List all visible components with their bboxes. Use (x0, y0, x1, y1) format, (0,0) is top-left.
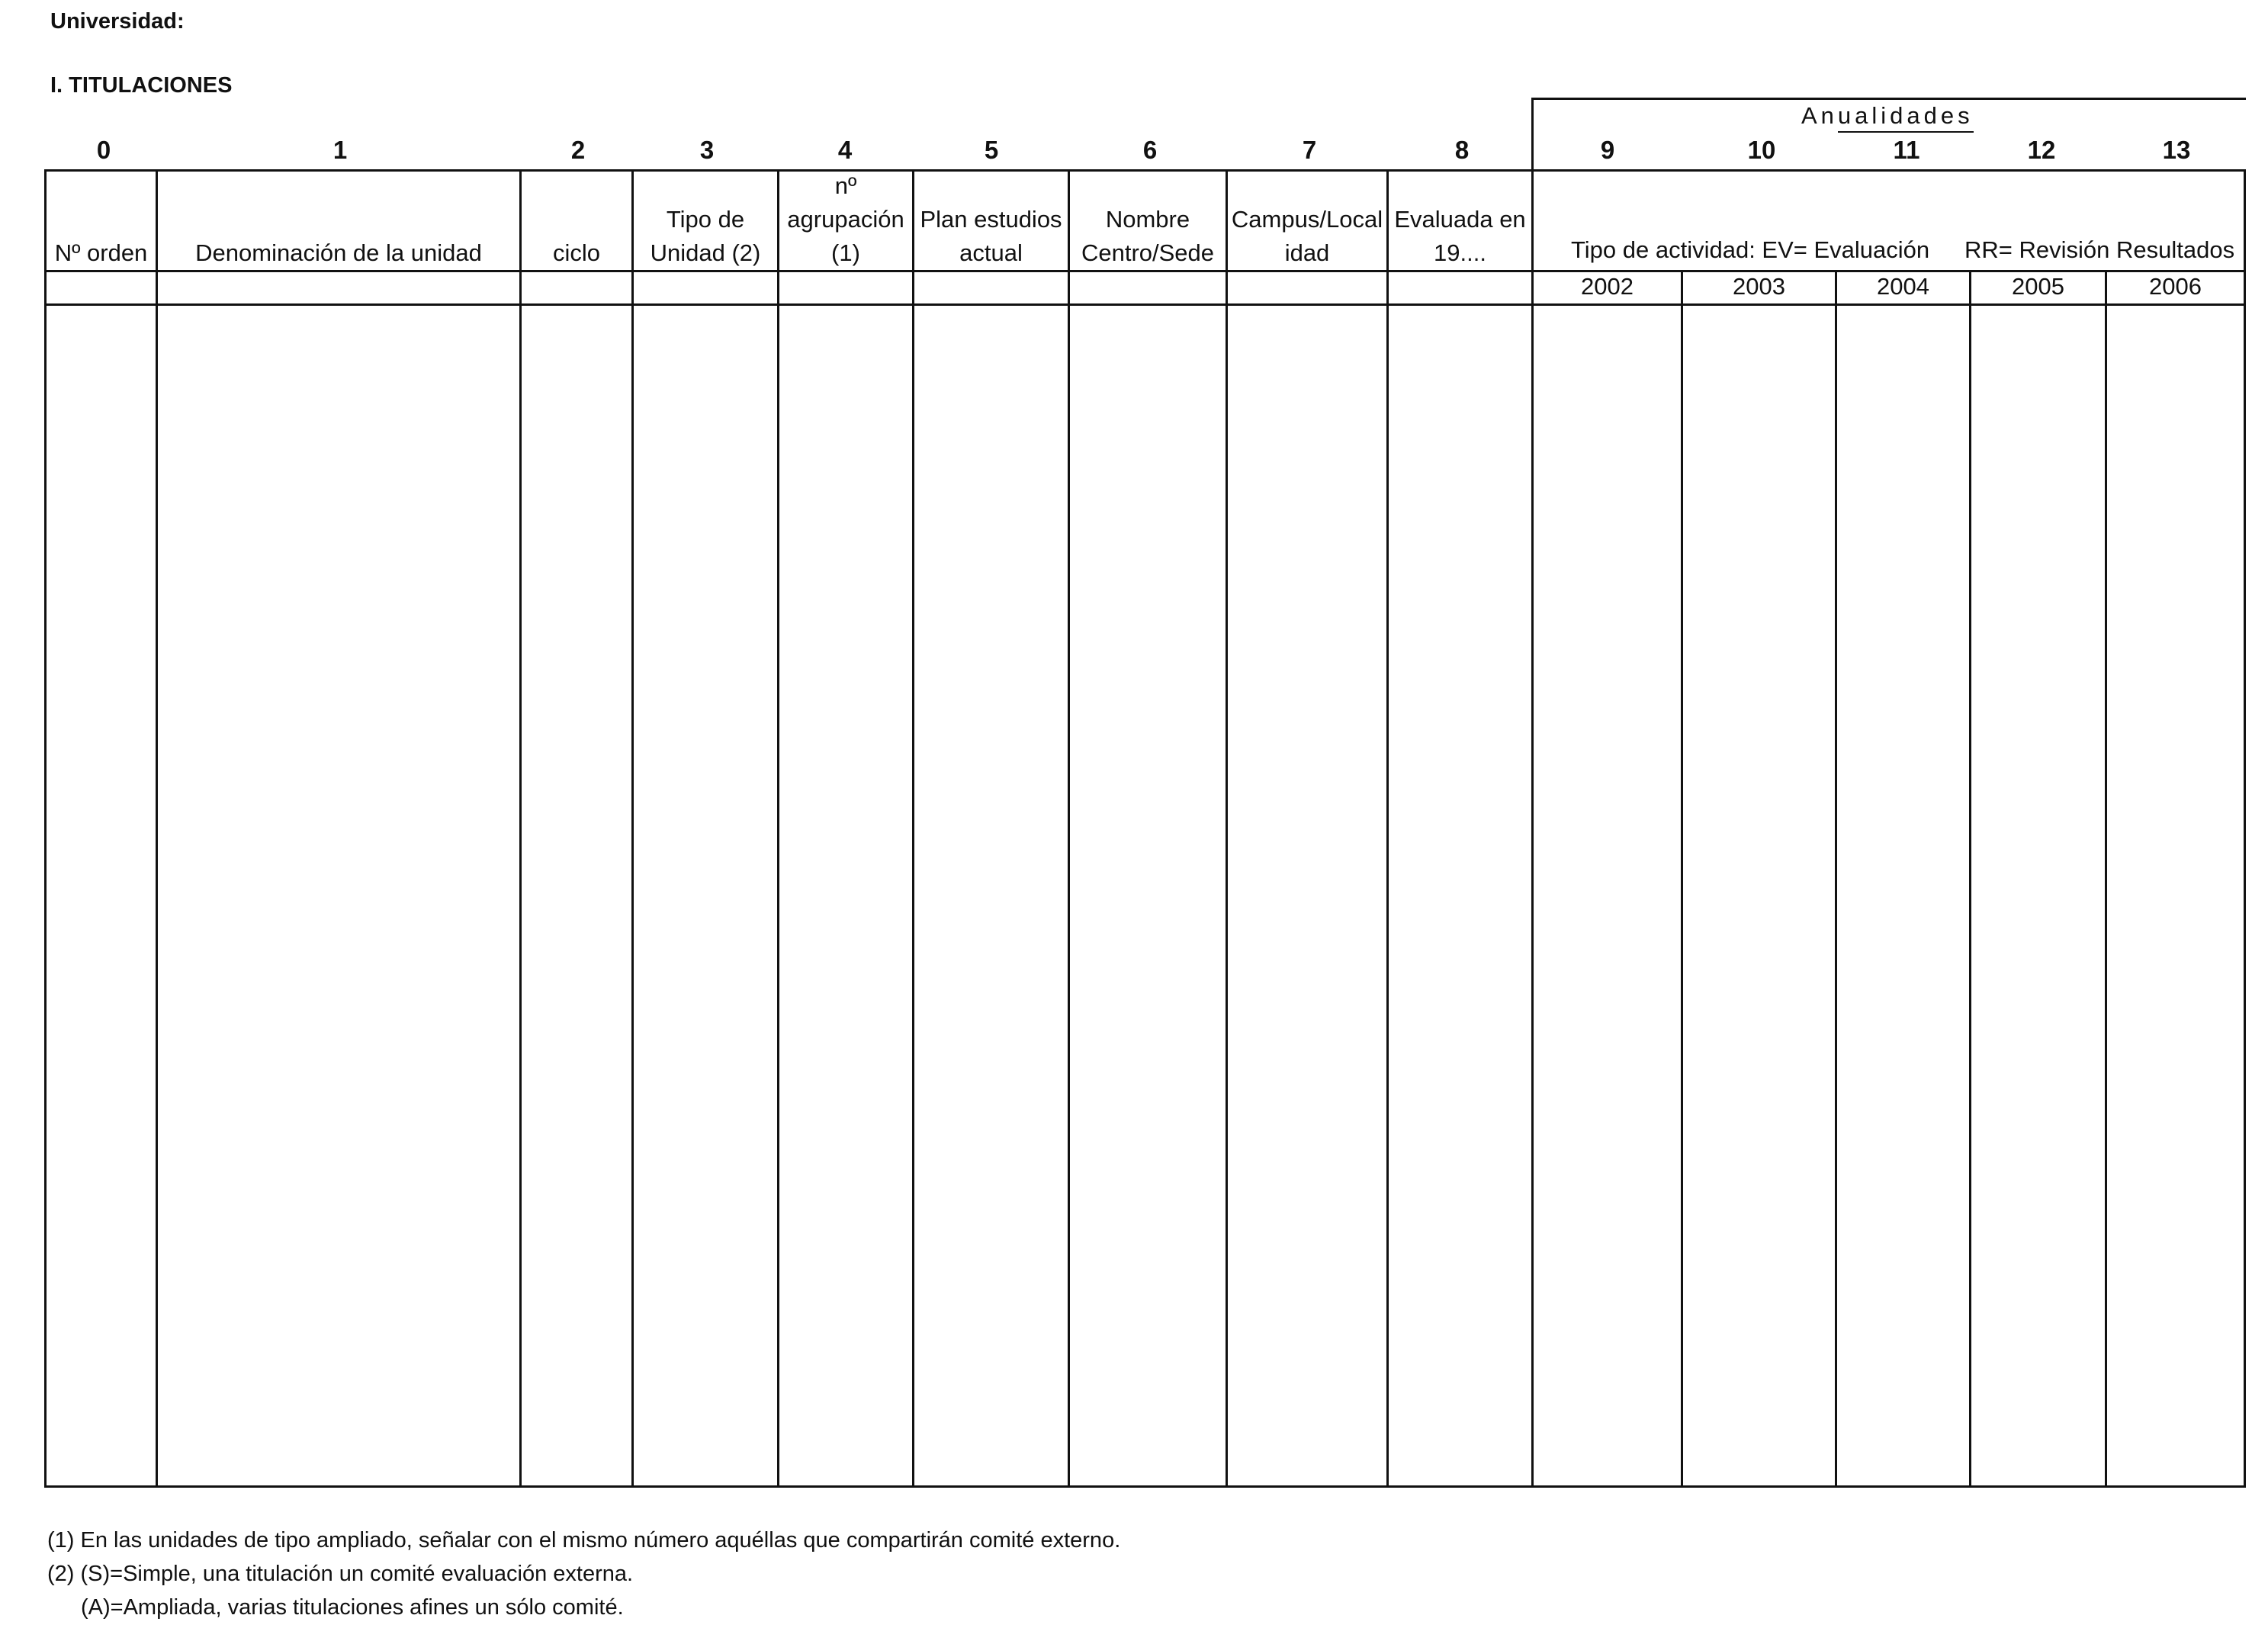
year-column-divider (2105, 270, 2107, 1488)
column-divider (156, 169, 158, 1488)
column-divider (631, 169, 634, 1488)
column-divider (1068, 169, 1070, 1488)
tipo-actividad-label: Tipo de actividad: EV= Evaluación (1571, 236, 1930, 263)
header-agrupacion-line1: nº (834, 172, 857, 199)
footnote-2: (2) (S)=Simple, una titulación un comité evaluación externa. (47, 1562, 634, 1586)
column-number-9: 9 (1600, 136, 1615, 164)
column-divider (1531, 98, 1534, 1488)
header-evaluada-line1: Evaluada en (1394, 206, 1526, 233)
table-top-border (44, 169, 2246, 172)
header-n-orden: Nº orden (54, 239, 148, 266)
column-number-10: 10 (1747, 136, 1776, 164)
column-divider (777, 169, 779, 1488)
anualidades-underline (1838, 131, 1974, 133)
year-2002: 2002 (1581, 273, 1634, 300)
column-number-1: 1 (332, 136, 348, 164)
footnote-3: (A)=Ampliada, varias titulaciones afines un sólo comité. (81, 1595, 624, 1620)
header-agrupacion-line2: agrupación (787, 206, 904, 233)
header-nombre-centro-line1: Nombre (1105, 206, 1190, 233)
column-divider (519, 169, 522, 1488)
section-title: I. TITULACIONES (50, 73, 233, 98)
year-column-divider (1681, 270, 1683, 1488)
year-2004: 2004 (1877, 273, 1929, 300)
header-agrupacion-line3: (1) (831, 239, 860, 266)
column-divider (912, 169, 914, 1488)
column-number-6: 6 (1142, 136, 1158, 164)
anualidades-label: Anualidades (1801, 102, 1974, 129)
column-number-4: 4 (837, 136, 853, 164)
year-2003: 2003 (1733, 273, 1785, 300)
header-ciclo: ciclo (552, 239, 600, 266)
column-number-12: 12 (2027, 136, 2056, 164)
year-column-divider (1835, 270, 1837, 1488)
column-divider (1386, 169, 1389, 1488)
year-2006: 2006 (2149, 273, 2202, 300)
header-nombre-centro-line2: Centro/Sede (1081, 239, 1215, 266)
header-tipo-unidad-line1: Tipo de (666, 206, 745, 233)
header-bottom-border (44, 303, 2246, 306)
header-tipo-unidad-line2: Unidad (2) (650, 239, 761, 266)
universidad-label: Universidad: (50, 9, 185, 34)
header-campus-line1: Campus/Local (1231, 206, 1383, 233)
header-plan-estudios-line2: actual (959, 239, 1023, 266)
header-campus-line2: idad (1284, 239, 1330, 266)
header-denominacion: Denominación de la unidad (195, 239, 482, 266)
column-number-2: 2 (570, 136, 586, 164)
column-number-7: 7 (1302, 136, 1317, 164)
table-right-border (2244, 169, 2246, 1488)
column-number-13: 13 (2162, 136, 2191, 164)
year-2005: 2005 (2012, 273, 2064, 300)
anualidades-top-border (1531, 98, 2246, 100)
table-bottom-border (44, 1485, 2246, 1488)
column-number-11: 11 (1893, 136, 1920, 164)
column-divider (1226, 169, 1228, 1488)
year-column-divider (1969, 270, 1971, 1488)
column-number-8: 8 (1454, 136, 1470, 164)
revision-resultados-label: RR= Revisión Resultados (1964, 236, 2235, 263)
column-number-0: 0 (96, 136, 111, 164)
column-number-5: 5 (984, 136, 999, 164)
column-number-3: 3 (699, 136, 715, 164)
header-plan-estudios-line1: Plan estudios (920, 206, 1062, 233)
footnote-1: (1) En las unidades de tipo ampliado, señalar con el mismo número aquéllas que compartirán comité externo. (47, 1528, 1121, 1553)
table-left-border (44, 169, 47, 1488)
header-evaluada-line2: 19.... (1434, 239, 1486, 266)
